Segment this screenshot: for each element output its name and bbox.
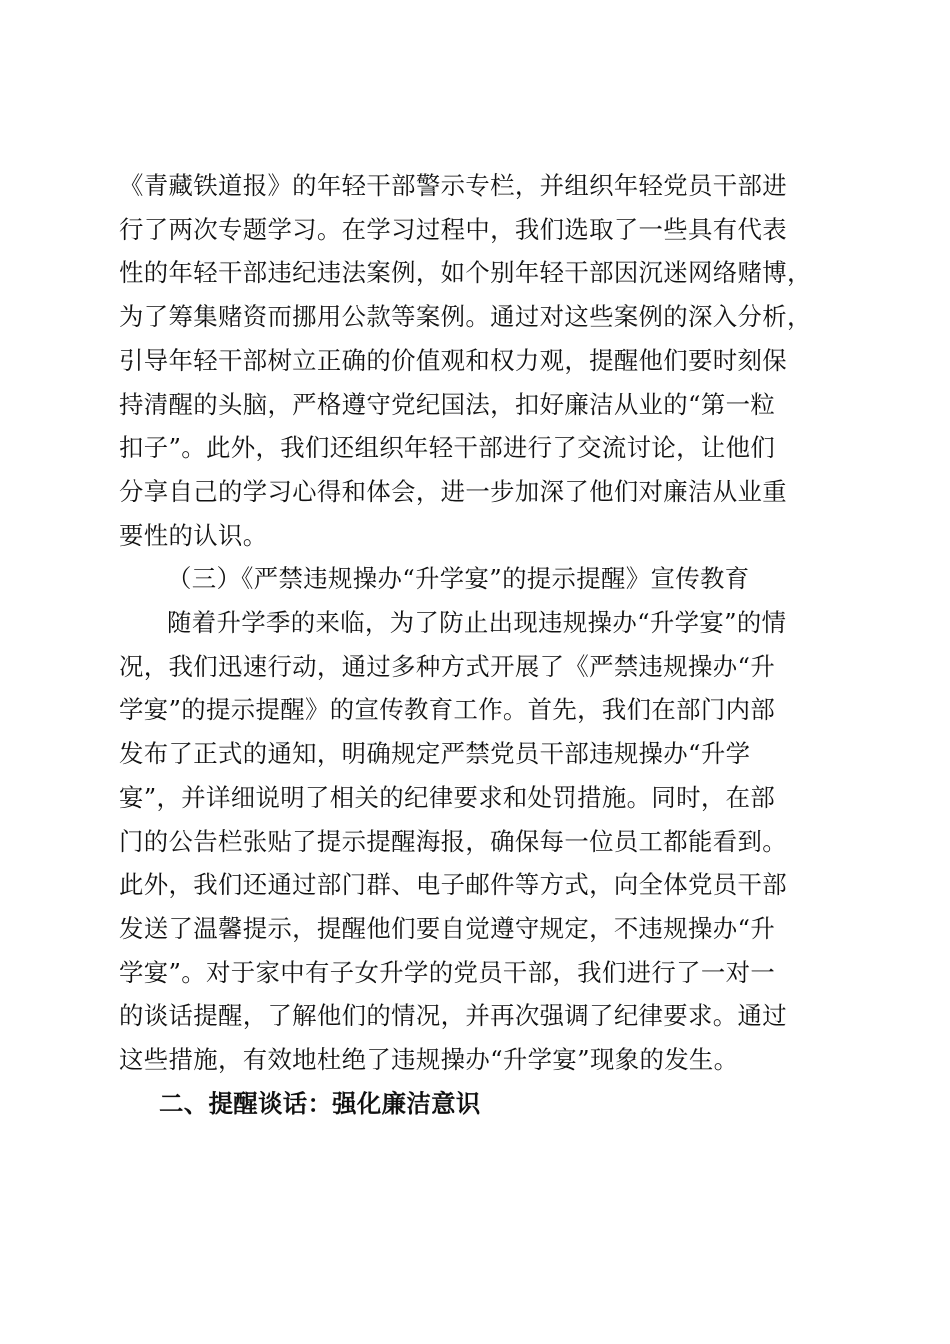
text-line: 的谈话提醒，了解他们的情况，并再次强调了纪律要求。通过 (119, 1001, 787, 1031)
paragraph-graduation-banquet (119, 601, 853, 1082)
text-line: 《青藏铁道报》的年轻干部警示专栏，并组织年轻党员干部进 (119, 171, 787, 200)
text-line: 宴”，并详细说明了相关的纪律要求和处罚措施。同时，在部 (119, 782, 776, 812)
text-line: 此外，我们还通过部门群、电子邮件等方式，向全体党员干部 (119, 870, 787, 900)
text-line: 扣子”。此外，我们还组织年轻干部进行了交流讨论，让他们 (119, 433, 776, 463)
section-heading-2: 二、提醒谈话：强化廉洁意识 (159, 1088, 481, 1118)
text-line: 这些措施，有效地杜绝了违规操办“升学宴”现象的发生。 (119, 1045, 739, 1075)
text-line: 引导年轻干部树立正确的价值观和权力观，提醒他们要时刻保 (119, 345, 787, 375)
text-line: 性的年轻干部违纪违法案例，如个别年轻干部因沉迷网络赌博， (119, 258, 812, 288)
text-line: 门的公告栏张贴了提示提醒海报，确保每一位员工都能看到。 (119, 826, 787, 856)
text-line: 随着升学季的来临，为了防止出现违规操办“升学宴”的情 (167, 608, 787, 638)
text-line: 为了筹集赌资而挪用公款等案例。通过对这些案例的深入分析， (119, 302, 812, 332)
text-line: 分享自己的学习心得和体会，进一步加深了他们对廉洁从业重 (119, 476, 787, 506)
text-line: 持清醒的头脑，严格遵守党纪国法，扣好廉洁从业的“第一粒 (119, 389, 776, 419)
text-line: 要性的认识。 (119, 520, 268, 550)
paragraph-young-cadre-education (119, 164, 853, 557)
text-line: 学宴”。对于家中有子女升学的党员干部，我们进行了一对一 (119, 957, 776, 987)
document-page (119, 164, 853, 1125)
text-line: 行了两次专题学习。在学习过程中，我们选取了一些具有代表 (119, 214, 787, 244)
text-line: 学宴”的提示提醒》的宣传教育工作。首先，我们在部门内部 (119, 695, 776, 725)
section-heading-3: （三）《严禁违规操办“升学宴”的提示提醒》宣传教育 (167, 564, 750, 594)
text-line: 发布了正式的通知，明确规定严禁党员干部违规操办“升学 (119, 739, 751, 769)
text-line: 况，我们迅速行动，通过多种方式开展了《严禁违规操办“升 (119, 651, 776, 681)
text-line: 发送了温馨提示，提醒他们要自觉遵守规定，不违规操办“升 (119, 913, 776, 943)
